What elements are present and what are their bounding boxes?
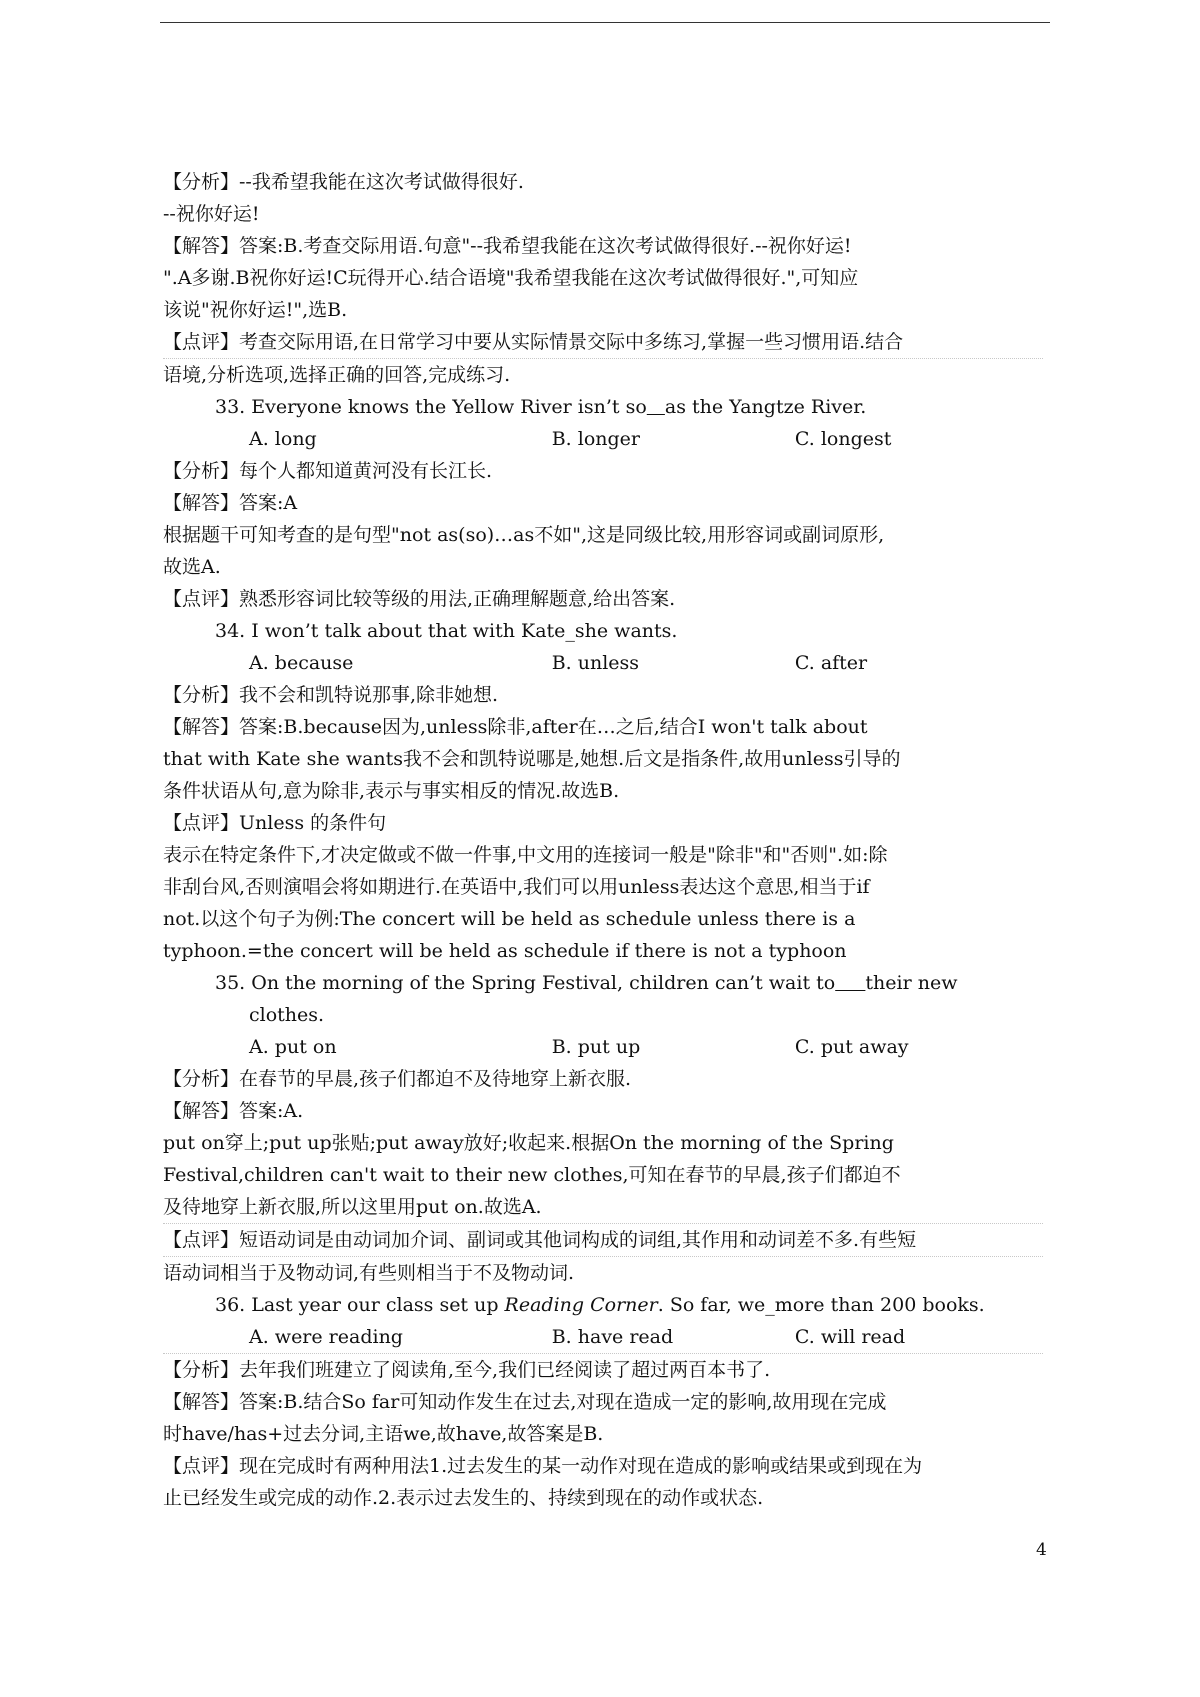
q33-stem [163, 391, 1043, 423]
q34-option-c: C. after [794, 652, 868, 674]
q35-stem-after: their new [865, 972, 958, 994]
q36-answer-line-2: 时have/has+过去分词,主语we,故have,故答案是B. [163, 1423, 604, 1445]
q33-options [163, 423, 1043, 455]
q35-blank [835, 972, 865, 994]
q35-answer-line-1: 【解答】答案:A. [163, 1100, 304, 1122]
q35-stem-line-2: clothes. [249, 1004, 325, 1026]
q36-option-a: A. were reading [249, 1326, 403, 1348]
q35-option-c: C. put away [794, 1036, 909, 1058]
q36-comment-line-1: 【点评】现在完成时有两种用法1.过去发生的某一动作对现在造成的影响或结果或到现在为 [163, 1455, 923, 1477]
q34-option-b: B. unless [551, 652, 640, 674]
q34-stem: 34. I won’t talk about that with Kate_she wants. [215, 620, 678, 642]
q35-answer-line-2: put on穿上;put up张贴;put away放好;收起来.根据On the morning of the Spring [163, 1132, 894, 1154]
q36-answer-line-1: 【解答】答案:B.结合So far可知动作发生在过去,对现在造成一定的影响,故用现在完成 [163, 1391, 887, 1413]
q36-stem-after: . So far, we_more than 200 books. [657, 1294, 985, 1316]
q34-options [163, 647, 1043, 679]
q35-options [163, 1031, 1043, 1063]
q35-answer-line-4: 及待地穿上新衣服,所以这里用put on.故选A. [163, 1191, 1043, 1224]
q36-analysis: 【分析】去年我们班建立了阅读角,至今,我们已经阅读了超过两百本书了. [163, 1359, 771, 1381]
q36-stem-italic: Reading Corner [504, 1294, 658, 1316]
q32-answer-line-2: ".A多谢.B祝你好运!C玩得开心.结合语境"我希望我能在这次考试做得很好.",可知应 [163, 267, 859, 289]
q32-answer-line-3: 该说"祝你好运!",选B. [163, 299, 348, 321]
q32-answer-line-1: 【解答】答案:B.考查交际用语.句意"--我希望我能在这次考试做得很好.--祝你好运! [163, 235, 852, 257]
q35-comment-line-1: 【点评】短语动词是由动词加介词、副词或其他词构成的词组,其作用和动词差不多.有些短 [163, 1224, 1043, 1257]
q35-stem [163, 967, 1043, 999]
q33-comment: 【点评】熟悉形容词比较等级的用法,正确理解题意,给出答案. [163, 588, 676, 610]
q32-analysis-line-1: 【分析】--我希望我能在这次考试做得很好. [163, 171, 524, 193]
q34-comment-line-2: 表示在特定条件下,才决定做或不做一件事,中文用的连接词一般是"除非"和"否则".如:除 [163, 844, 888, 866]
q33-answer-line-2: 根据题干可知考查的是句型"not as(so)…as不如",这是同级比较,用形容词或副词原形, [163, 524, 885, 546]
q32-analysis-line-2: --祝你好运! [163, 203, 260, 225]
header-rule [160, 22, 1050, 23]
q34-answer-line-2: that with Kate she wants我不会和凯特说哪是,她想.后文是指条件,故用unless引导的 [163, 748, 901, 770]
q36-comment-line-2: 止已经发生或完成的动作.2.表示过去发生的、持续到现在的动作或状态. [163, 1487, 764, 1509]
q33-answer-line-3: 故选A. [163, 556, 221, 578]
q35-comment-line-2: 语动词相当于及物动词,有些则相当于不及物动词. [163, 1262, 575, 1284]
q35-analysis: 【分析】在春节的早晨,孩子们都迫不及待地穿上新衣服. [163, 1068, 632, 1090]
q34-comment-line-3: 非刮台风,否则演唱会将如期进行.在英语中,我们可以用unless表达这个意思,相当于if [163, 876, 870, 898]
q33-stem-after: as the Yangtze River. [664, 396, 867, 418]
q32-comment-line-1: 【点评】考查交际用语,在日常学习中要从实际情景交际中多练习,掌握一些习惯用语.结合 [163, 326, 1043, 359]
q36-stem-before: 36. Last year our class set up [215, 1294, 505, 1316]
q34-answer-line-1: 【解答】答案:B.because因为,unless除非,after在…之后,结合I won't talk about [163, 716, 868, 738]
q34-option-a: A. because [249, 652, 354, 674]
q36-stem [163, 1289, 1043, 1321]
q33-option-c: C. longest [794, 428, 892, 450]
q33-option-a: A. long [249, 428, 317, 450]
q34-comment-line-5: typhoon.=the concert will be held as schedule if there is not a typhoon [163, 940, 847, 962]
q36-options [163, 1321, 1043, 1354]
q36-option-c: C. will read [794, 1326, 906, 1348]
page-number: 4 [1036, 1540, 1047, 1560]
q34-answer-line-3: 条件状语从句,意为除非,表示与事实相反的情况.故选B. [163, 780, 620, 802]
q35-option-a: A. put on [249, 1036, 337, 1058]
q33-option-b: B. longer [551, 428, 641, 450]
page-content [163, 166, 1043, 1514]
q35-stem-before: 35. On the morning of the Spring Festival, children can’t wait to [215, 972, 836, 994]
q35-option-b: B. put up [551, 1036, 641, 1058]
q34-comment-line-1: 【点评】Unless 的条件句 [163, 812, 387, 834]
q36-option-b: B. have read [551, 1326, 674, 1348]
q33-analysis: 【分析】每个人都知道黄河没有长江长. [163, 460, 493, 482]
q32-comment-line-2: 语境,分析选项,选择正确的回答,完成练习. [163, 364, 511, 386]
q35-answer-line-3: Festival,children can't wait to their new clothes,可知在春节的早晨,孩子们都迫不 [163, 1164, 901, 1186]
q33-answer-line-1: 【解答】答案:A [163, 492, 298, 514]
q34-comment-line-4: not.以这个句子为例:The concert will be held as schedule unless there is a [163, 908, 856, 930]
q33-blank [647, 396, 665, 418]
q33-stem-before: 33. Everyone knows the Yellow River isn’t so [215, 396, 647, 418]
q34-analysis: 【分析】我不会和凯特说那事,除非她想. [163, 684, 499, 706]
